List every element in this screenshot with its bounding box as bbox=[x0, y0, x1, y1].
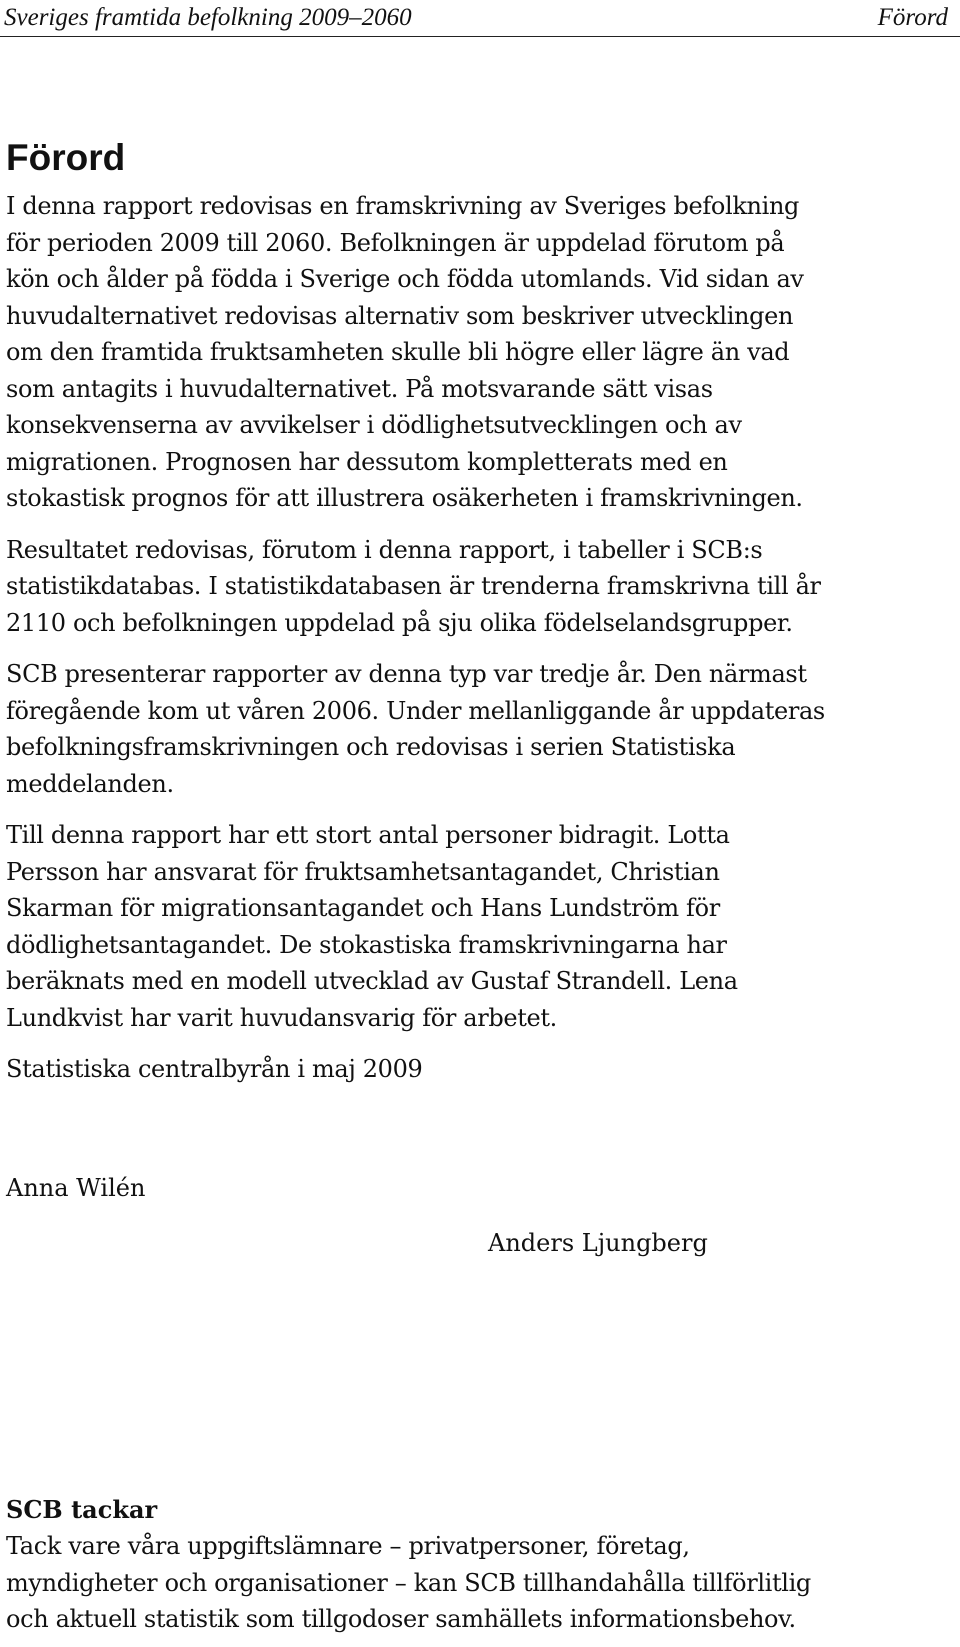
signature-name-1: Anna Wilén bbox=[6, 1174, 146, 1202]
acknowledgement-heading: SCB tackar bbox=[6, 1495, 158, 1524]
foreword-body bbox=[6, 136, 956, 1103]
signature-name-2: Anders Ljungberg bbox=[488, 1229, 708, 1257]
paragraph-contributors: Till denna rapport har ett stort antal personer bidragit. Lotta Persson har ansvarat för fruktsamhetsantagandet, Christian Skarman för migrationsantagandet och Hans Lundström för dödlighetsantagandet. De stokastiska framskrivningarna har beräknats med en modell utvecklad av Gustaf Strandell. Lena Lundkvist har varit huvudansvarig för arbetet. bbox=[6, 821, 738, 1032]
paragraph-publication: SCB presenterar rapporter av denna typ var tredje år. Den närmast föregående kom ut våren 2006. Under mellanliggande år uppdateras befolkningsframskrivningen och redovisas i serien Statistiska meddelanden. bbox=[6, 660, 825, 798]
paragraph-results: Resultatet redovisas, förutom i denna rapport, i tabeller i SCB:s statistikdatabas. I statistikdatabasen är trenderna framskrivna till år 2110 och befolkningen uppdelad på sju olika födelselandsgrupper. bbox=[6, 535, 821, 637]
acknowledgement-text: Tack vare våra uppgiftslämnare – privatpersoner, företag, myndigheter och organisationer – kan SCB tillhandahålla tillförlitlig och aktuell statistik som tillgodoser samhällets informationsbehov. bbox=[6, 1532, 811, 1633]
running-header bbox=[0, 0, 960, 37]
acknowledgement-section bbox=[6, 1492, 956, 1638]
paragraph-intro: I denna rapport redovisas en framskrivning av Sveriges befolkning för perioden 2009 till 2060. Befolkningen är uppdelad förutom på kön och ålder på födda i Sverige och födda utomlands. Vid sidan av huvudalternativet redovisas alternativ som beskriver utvecklingen om den framtida fruktsamheten skulle bli högre eller lägre än vad som antagits i huvudalternativet. På motsvarande sätt visas konsekvenserna av avvikelser i dödlighetsutvecklingen och av migrationen. Prognosen har dessutom kompletterats med en stokastisk prognos för att illustrera osäkerheten i framskrivningen. bbox=[6, 192, 804, 512]
place-and-date: Statistiska centralbyrån i maj 2009 bbox=[6, 1055, 423, 1083]
header-document-title: Sveriges framtida befolkning 2009–2060 bbox=[4, 4, 412, 31]
header-section-title: Förord bbox=[877, 4, 948, 31]
page-title: Förord bbox=[6, 137, 126, 178]
